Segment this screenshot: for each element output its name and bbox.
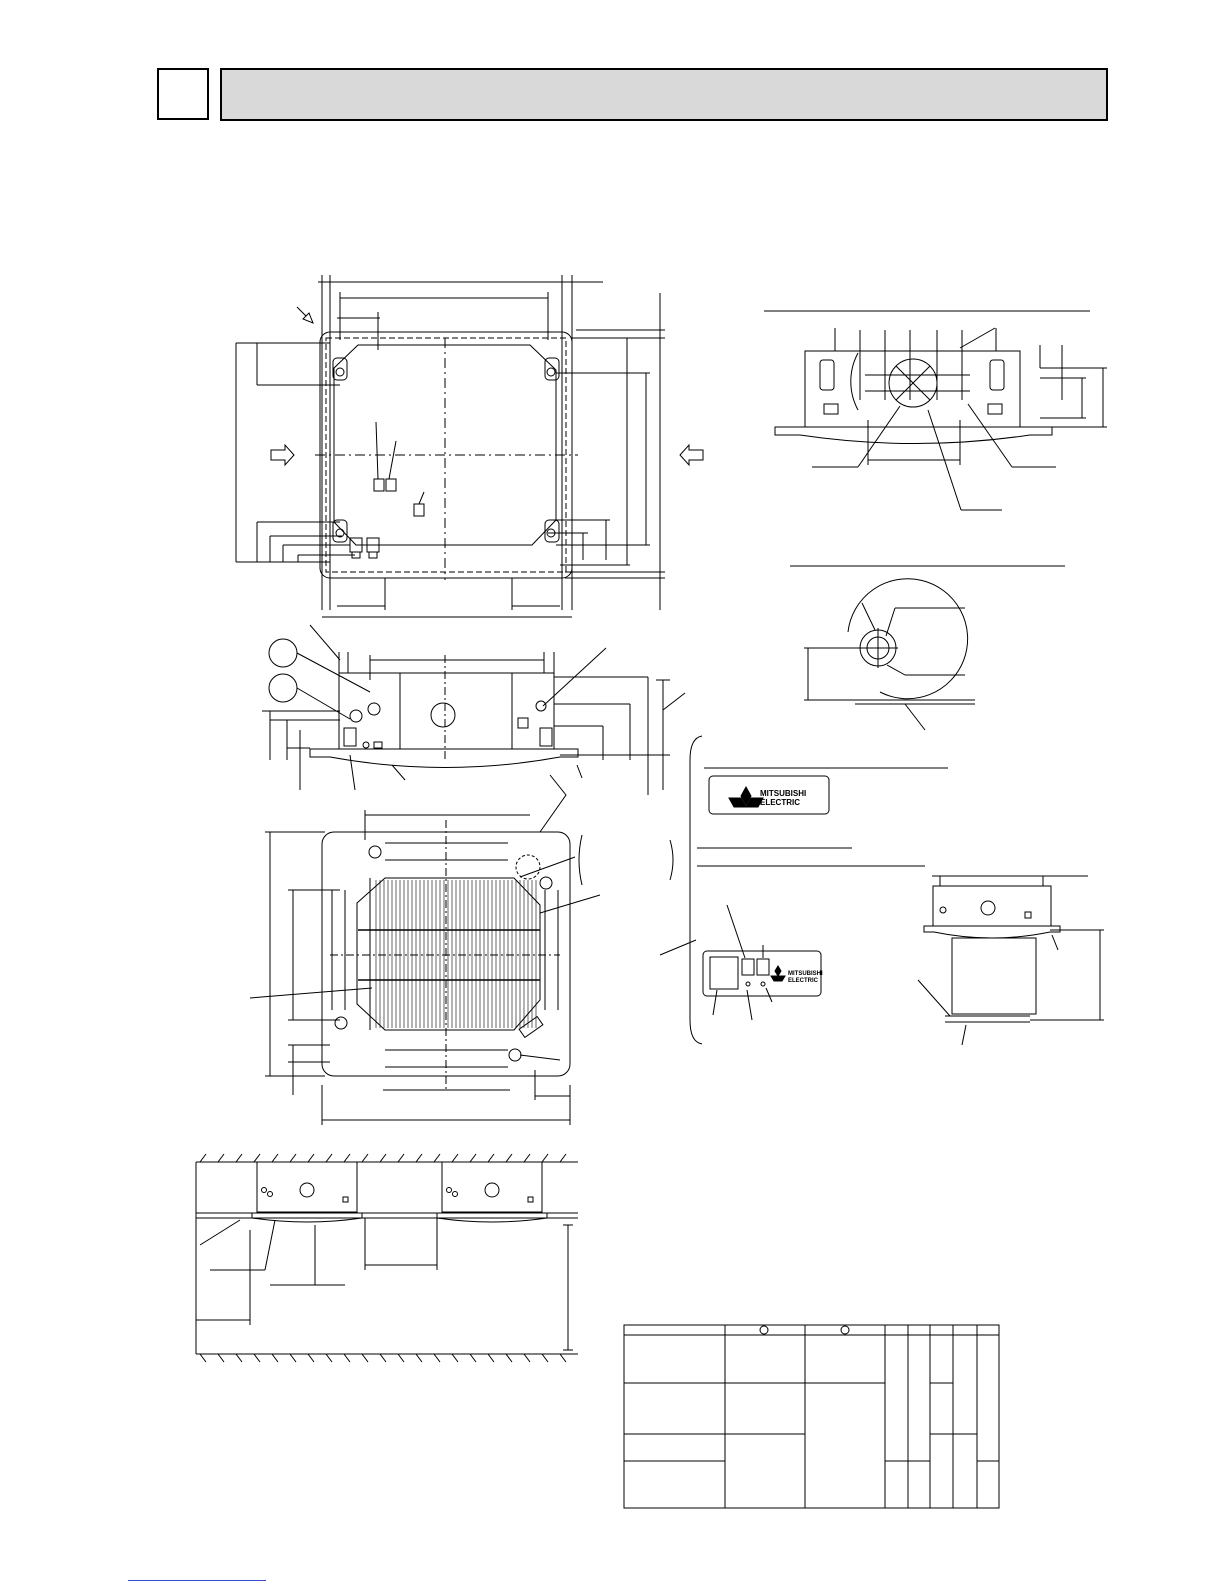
- hatch-mark: [272, 1154, 278, 1162]
- spec-table: [624, 1325, 999, 1508]
- hatch-mark: [524, 1154, 530, 1162]
- hatch-mark: [542, 1354, 548, 1362]
- grille-slats: [358, 880, 540, 1028]
- hatch-mark: [272, 1354, 278, 1362]
- hatch-mark: [398, 1154, 404, 1162]
- hatch-mark: [506, 1354, 512, 1362]
- hatch-mark: [218, 1354, 224, 1362]
- mitsubishi-logo-small: [771, 966, 823, 984]
- bottom-view: [250, 775, 673, 1125]
- hatch-mark: [290, 1154, 296, 1162]
- hatch-mark: [488, 1354, 494, 1362]
- hatch-mark: [452, 1354, 458, 1362]
- hatch-mark: [434, 1354, 440, 1362]
- hatch-mark: [398, 1354, 404, 1362]
- hatch-mark: [290, 1354, 296, 1362]
- logo-small-line1: MITSUBISHI: [788, 971, 823, 977]
- hatch-mark: [560, 1354, 566, 1362]
- hatch-mark: [326, 1354, 332, 1362]
- hatch-mark: [236, 1154, 242, 1162]
- hatch-mark: [524, 1354, 530, 1362]
- hatch-mark: [452, 1154, 458, 1162]
- hatch-mark: [308, 1154, 314, 1162]
- duct-hole-detail: [804, 579, 975, 730]
- hatch-mark: [506, 1154, 512, 1162]
- hatch-mark: [200, 1154, 206, 1162]
- hatch-mark: [470, 1354, 476, 1362]
- hatch-mark: [560, 1154, 566, 1162]
- hatch-mark: [308, 1354, 314, 1362]
- hatch-mark: [434, 1154, 440, 1162]
- installation-view: [196, 1154, 578, 1362]
- top-view: [236, 275, 703, 617]
- hatch-mark: [344, 1154, 350, 1162]
- hatch-mark: [470, 1154, 476, 1162]
- hatch-mark: [380, 1154, 386, 1162]
- hatch-mark: [362, 1354, 368, 1362]
- hatch-mark: [326, 1154, 332, 1162]
- hatch-mark: [254, 1354, 260, 1362]
- hatch-mark: [344, 1354, 350, 1362]
- logo-brand-line1: MITSUBISHI: [760, 789, 807, 798]
- mitsubishi-logo-large: [729, 787, 806, 807]
- hatch-mark: [254, 1154, 260, 1162]
- ceiling-hatch: [200, 1154, 566, 1162]
- side-view: [262, 625, 685, 795]
- hatch-mark: [542, 1154, 548, 1162]
- floor-hatch: [200, 1354, 566, 1362]
- duct-connection-view: [764, 311, 1107, 566]
- hatch-mark: [488, 1154, 494, 1162]
- hatch-mark: [416, 1154, 422, 1162]
- hatch-mark: [380, 1354, 386, 1362]
- hatch-mark: [416, 1354, 422, 1362]
- logo-brand-line2: ELECTRIC: [760, 798, 800, 807]
- hatch-mark: [218, 1154, 224, 1162]
- hatch-mark: [362, 1154, 368, 1162]
- hatch-mark: [236, 1354, 242, 1362]
- hatch-mark: [200, 1354, 206, 1362]
- footer-link-underline[interactable]: [128, 1580, 266, 1581]
- optional-parts: [660, 736, 1104, 1045]
- logo-small-line2: ELECTRIC: [788, 978, 818, 984]
